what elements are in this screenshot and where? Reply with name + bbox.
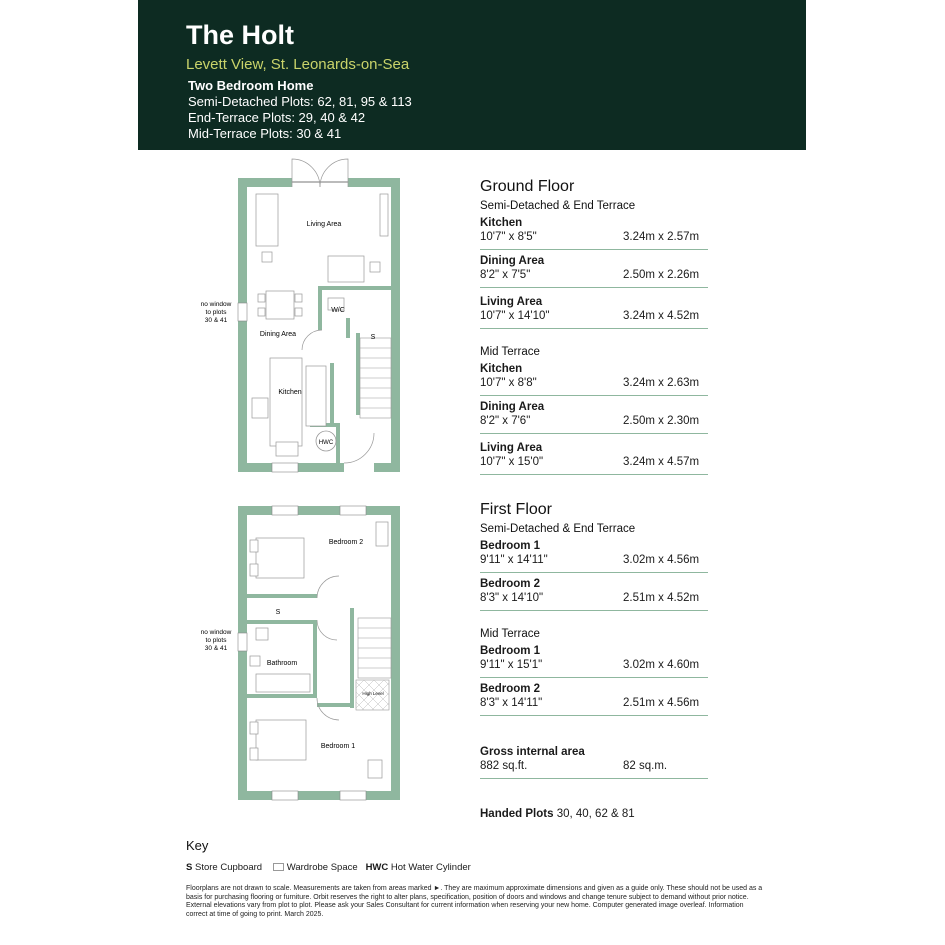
room-name: Kitchen xyxy=(480,363,523,375)
key-store-code: S xyxy=(186,862,193,873)
gia-metric: 82 sq.m. xyxy=(623,760,668,772)
room-name: Bedroom 2 xyxy=(480,578,541,590)
disclaimer: Floorplans are not drawn to scale. Measurements are taken from areas marked ►. They are maximum approximate dimensions and given as a guide only. These should not be used as a basis for purchasing flooring or furniture. Orbit reserves the right to alter plans, specification, position of doors and windows and change tenure subject to demand without prior notice. External elevations vary from plot to plot. Please ask your Sales Consultant for current information when reserving your new home. Computer generated image overleaf. Information correct at time of going to print. March 2025. xyxy=(186,885,763,918)
handed-plots-label: Handed Plots xyxy=(480,808,554,820)
room-name: Bedroom 1 xyxy=(480,540,541,552)
room-metric: 3.24m x 2.57m xyxy=(623,231,700,243)
note-no-window-line1: no window xyxy=(200,301,232,308)
dimension-row xyxy=(480,363,708,396)
gia-label: Gross internal area xyxy=(480,746,585,758)
note-no-window-line2: to plots xyxy=(205,309,227,316)
plots-mid-terrace: Mid-Terrace Plots: 30 & 41 xyxy=(188,126,342,141)
room-name: Bedroom 2 xyxy=(480,683,541,695)
label-living-area: Living Area xyxy=(306,221,342,228)
key-hwc-code: HWC xyxy=(365,862,389,873)
gia-imperial: 882 sq.ft. xyxy=(480,760,528,772)
key-items xyxy=(186,862,586,873)
plots-end-terrace: End-Terrace Plots: 29, 40 & 42 xyxy=(188,110,366,125)
label-kitchen: Kitchen xyxy=(278,389,302,396)
side-window xyxy=(238,303,247,321)
label-wc: W/C xyxy=(331,307,345,314)
gross-internal-area xyxy=(480,746,708,779)
room-metric: 3.02m x 4.56m xyxy=(623,554,700,566)
label-first-store: S xyxy=(275,609,281,616)
room-metric: 3.02m x 4.60m xyxy=(623,659,700,671)
floor-plan-drawings xyxy=(180,158,420,808)
first-group-semi-end: Semi-Detached & End Terrace xyxy=(480,523,636,535)
dimension-row xyxy=(480,442,708,475)
floor-plans xyxy=(180,158,420,808)
room-metric: 2.50m x 2.26m xyxy=(623,269,700,281)
key-store-label: Store Cupboard xyxy=(194,862,263,873)
bed1-window-right xyxy=(340,791,366,800)
first-floor-plan xyxy=(201,506,400,800)
room-name: Dining Area xyxy=(480,401,545,413)
label-dining-area: Dining Area xyxy=(259,331,297,338)
handed-plots-value: 30, 40, 62 & 81 xyxy=(556,808,635,820)
first-floor-heading: First Floor xyxy=(480,501,552,518)
note-first-no-window-line3: 30 & 41 xyxy=(204,645,228,652)
room-imperial: 10'7" x 8'5" xyxy=(480,231,537,243)
room-metric: 3.24m x 4.57m xyxy=(623,456,700,468)
room-imperial: 8'3" x 14'11" xyxy=(480,697,543,709)
bed2-window-right xyxy=(340,506,366,515)
room-name: Living Area xyxy=(480,442,543,454)
key-hwc-label: Hot Water Cylinder xyxy=(390,862,471,873)
room-name: Living Area xyxy=(480,296,543,308)
page-title: The Holt xyxy=(186,20,294,50)
note-no-window-line3: 30 & 41 xyxy=(204,317,228,324)
wardrobe-swatch-icon xyxy=(273,863,284,871)
room-imperial: 8'2" x 7'5" xyxy=(480,269,531,281)
header-banner xyxy=(138,0,806,150)
plots-semi-detached: Semi-Detached Plots: 62, 81, 95 & 113 xyxy=(188,94,412,109)
label-high-level: High Level xyxy=(362,691,384,696)
room-imperial: 10'7" x 15'0" xyxy=(480,456,544,468)
front-door-opening xyxy=(344,463,374,472)
label-bedroom-1: Bedroom 1 xyxy=(320,743,356,750)
label-bedroom-2: Bedroom 2 xyxy=(328,539,364,546)
bathroom-window xyxy=(238,633,247,651)
development-location: Levett View, St. Leonards-on-Sea xyxy=(186,56,410,73)
room-metric: 2.51m x 4.56m xyxy=(623,697,700,709)
room-imperial: 9'11" x 15'1" xyxy=(480,659,543,671)
dimension-row xyxy=(480,255,708,288)
dimension-row xyxy=(480,540,708,573)
bed2-window-left xyxy=(272,506,298,515)
dimension-row xyxy=(480,217,708,250)
room-name: Dining Area xyxy=(480,255,545,267)
key-title: Key xyxy=(186,838,209,853)
room-imperial: 10'7" x 14'10" xyxy=(480,310,550,322)
ground-floor-plan xyxy=(201,159,400,472)
room-imperial: 10'7" x 8'8" xyxy=(480,377,537,389)
ground-group-semi-end: Semi-Detached & End Terrace xyxy=(480,200,636,212)
bed1-window-left xyxy=(272,791,298,800)
dimension-row xyxy=(480,645,708,678)
key-section xyxy=(186,838,471,873)
room-imperial: 9'11" x 14'11" xyxy=(480,554,548,566)
room-imperial: 8'3" x 14'10" xyxy=(480,592,544,604)
room-name: Bedroom 1 xyxy=(480,645,541,657)
room-metric: 2.50m x 2.30m xyxy=(623,415,700,427)
key-wardrobe-label: Wardrobe Space xyxy=(286,862,358,873)
room-metric: 2.51m x 4.52m xyxy=(623,592,700,604)
home-type: Two Bedroom Home xyxy=(188,78,314,93)
note-first-no-window-line2: to plots xyxy=(205,637,227,644)
ground-group-mid-terrace: Mid Terrace xyxy=(480,346,540,358)
kitchen-window xyxy=(272,463,298,472)
handed-plots xyxy=(480,808,635,820)
room-metric: 3.24m x 4.52m xyxy=(623,310,700,322)
room-name: Kitchen xyxy=(480,217,523,229)
room-imperial: 8'2" x 7'6" xyxy=(480,415,531,427)
first-group-mid-terrace: Mid Terrace xyxy=(480,628,540,640)
label-bathroom: Bathroom xyxy=(266,660,298,667)
label-store: S xyxy=(370,334,376,341)
note-first-no-window-line1: no window xyxy=(200,629,232,636)
dimension-row xyxy=(480,683,708,716)
ground-floor-heading: Ground Floor xyxy=(480,178,575,195)
room-metric: 3.24m x 2.63m xyxy=(623,377,700,389)
dimension-row xyxy=(480,296,708,329)
dimension-row xyxy=(480,578,708,611)
dimension-row xyxy=(480,401,708,434)
label-hwc: HWC xyxy=(318,440,334,446)
